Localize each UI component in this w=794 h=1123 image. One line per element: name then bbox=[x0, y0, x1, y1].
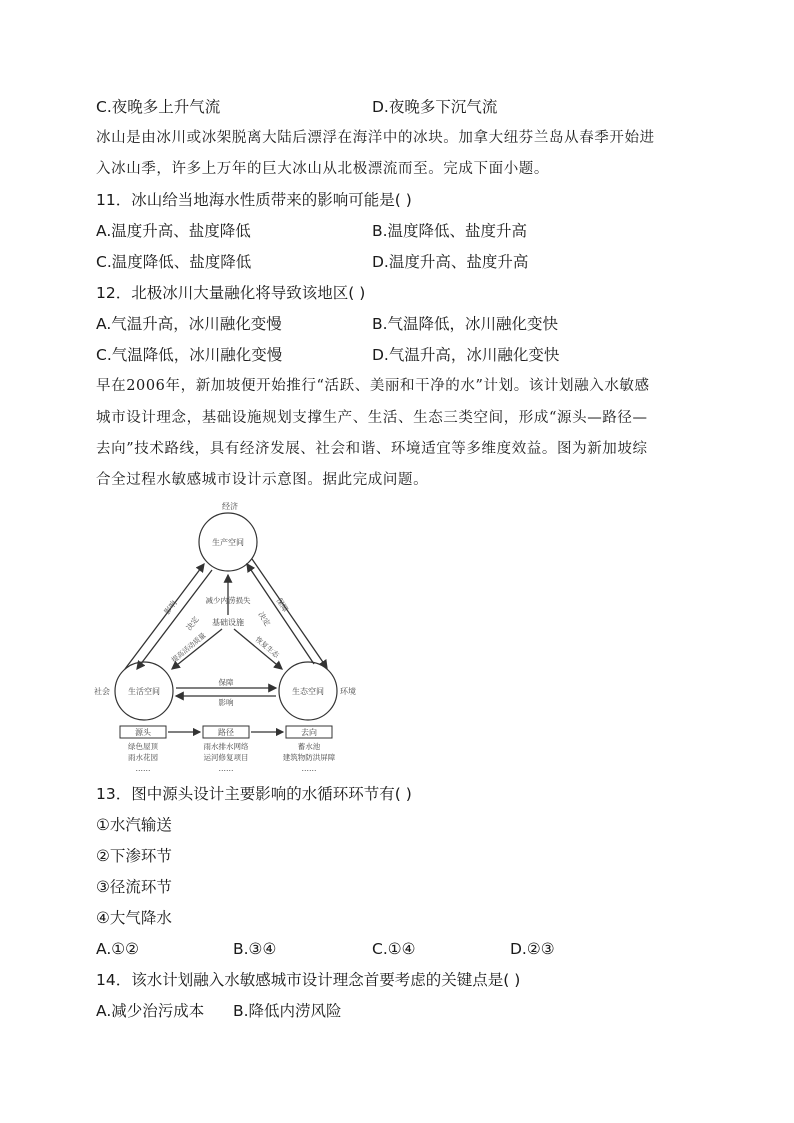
q13-stem: 13．图中源头设计主要影响的水循环环节有( ) bbox=[96, 785, 412, 803]
destination-item-3: …… bbox=[301, 764, 317, 773]
q11-option-a: A.温度升高、盐度降低 bbox=[96, 222, 251, 240]
path-item-3: …… bbox=[218, 764, 234, 773]
passage1-line-2: 入冰山季，许多上万年的巨大冰山从北极漂流而至。完成下面小题。 bbox=[96, 161, 549, 177]
q13-option-c: C.①④ bbox=[372, 940, 416, 958]
q10-option-d: D.夜晚多下沉气流 bbox=[372, 98, 498, 116]
q13-item-1: ①水汽输送 bbox=[96, 816, 172, 834]
bottom-label-guarantee: 保障 bbox=[218, 678, 234, 687]
passage2-line-3: 去向”技术路线，具有经济发展、社会和谐、环境适宜等多维度效益。图为新加坡综 bbox=[96, 441, 648, 457]
q13-item-4: ④大气降水 bbox=[96, 909, 172, 927]
path-item-2: 运河修复项目 bbox=[203, 753, 249, 762]
q12-option-b: B.气温降低，冰川融化变快 bbox=[372, 315, 559, 333]
label-improve-activity-quality: 提高活动质量 bbox=[170, 631, 208, 665]
label-environment: 环境 bbox=[340, 687, 356, 696]
q10-option-c: C.夜晚多上升气流 bbox=[96, 98, 221, 116]
passage1-line-1: 冰山是由冰川或冰架脱离大陆后漂浮在海洋中的冰块。加拿大纽芬兰岛从春季开始进 bbox=[96, 130, 655, 146]
q11-option-c: C.温度降低、盐度降低 bbox=[96, 253, 252, 271]
left-label-influence: 影响 bbox=[162, 598, 179, 617]
q11-option-b: B.温度降低、盐度升高 bbox=[372, 222, 528, 240]
passage2-line-2: 城市设计理念，基础设施规划支撑生产、生活、生态三类空间，形成“源头—路径— bbox=[96, 410, 648, 426]
destination-item-1: 蓄水池 bbox=[297, 742, 321, 751]
bottom-label-influence: 影响 bbox=[218, 698, 234, 707]
q13-item-3: ③径流环节 bbox=[96, 878, 172, 896]
destination-item-2: 建筑物防洪屏障 bbox=[282, 753, 336, 762]
production-space-label: 生产空间 bbox=[212, 538, 244, 547]
passage2-line-1: 早在2006年，新加坡便开始推行“活跃、美丽和干净的水”计划。该计划融入水敏感 bbox=[96, 378, 650, 394]
q14-option-b: B.降低内涝风险 bbox=[233, 1002, 342, 1020]
source-item-3: …… bbox=[135, 764, 151, 773]
q11-stem: 11．冰山给当地海水性质带来的影响可能是( ) bbox=[96, 191, 412, 209]
right-label-decide: 决定 bbox=[256, 610, 273, 628]
label-restore-ecology: 恢复生态 bbox=[253, 635, 281, 660]
ecological-space-label: 生态空间 bbox=[292, 687, 324, 696]
q14-stem: 14．该水计划融入水敏感城市设计理念首要考虑的关键点是( ) bbox=[96, 971, 521, 989]
source-item-2: 雨水花园 bbox=[128, 753, 158, 762]
q12-option-c: C.气温降低，冰川融化变慢 bbox=[96, 346, 283, 364]
center-label-infrastructure: 基础设施 bbox=[212, 618, 244, 627]
label-society: 社会 bbox=[94, 687, 110, 696]
destination-box-label: 去向 bbox=[301, 728, 317, 737]
q14-option-a: A.减少治污成本 bbox=[96, 1002, 205, 1020]
q12-stem: 12．北极冰川大量融化将导致该地区( ) bbox=[96, 284, 366, 302]
passage2-line-4: 合全过程水敏感城市设计示意图。据此完成问题。 bbox=[96, 472, 429, 488]
label-reduce-flood-loss: 减少内涝损失 bbox=[205, 596, 251, 605]
water-sensitive-city-diagram bbox=[92, 497, 382, 777]
path-box-label: 路径 bbox=[218, 728, 234, 737]
source-box-label: 源头 bbox=[135, 728, 151, 737]
living-space-label: 生活空间 bbox=[128, 687, 160, 696]
q11-option-d: D.温度升高、盐度升高 bbox=[372, 253, 529, 271]
q13-item-2: ②下渗环节 bbox=[96, 847, 172, 865]
q12-option-a: A.气温升高，冰川融化变慢 bbox=[96, 315, 282, 333]
label-economy: 经济 bbox=[222, 502, 238, 511]
right-label-guarantee: 保障 bbox=[274, 596, 291, 614]
q12-option-d: D.气温升高，冰川融化变快 bbox=[372, 346, 560, 364]
path-item-1: 雨水排水网络 bbox=[203, 742, 249, 751]
q13-option-b: B.③④ bbox=[233, 940, 277, 958]
left-label-decide: 决定 bbox=[184, 614, 201, 633]
source-item-1: 绿色屋顶 bbox=[128, 742, 158, 751]
q13-option-a: A.①② bbox=[96, 940, 140, 958]
q13-option-d: D.②③ bbox=[510, 940, 555, 958]
